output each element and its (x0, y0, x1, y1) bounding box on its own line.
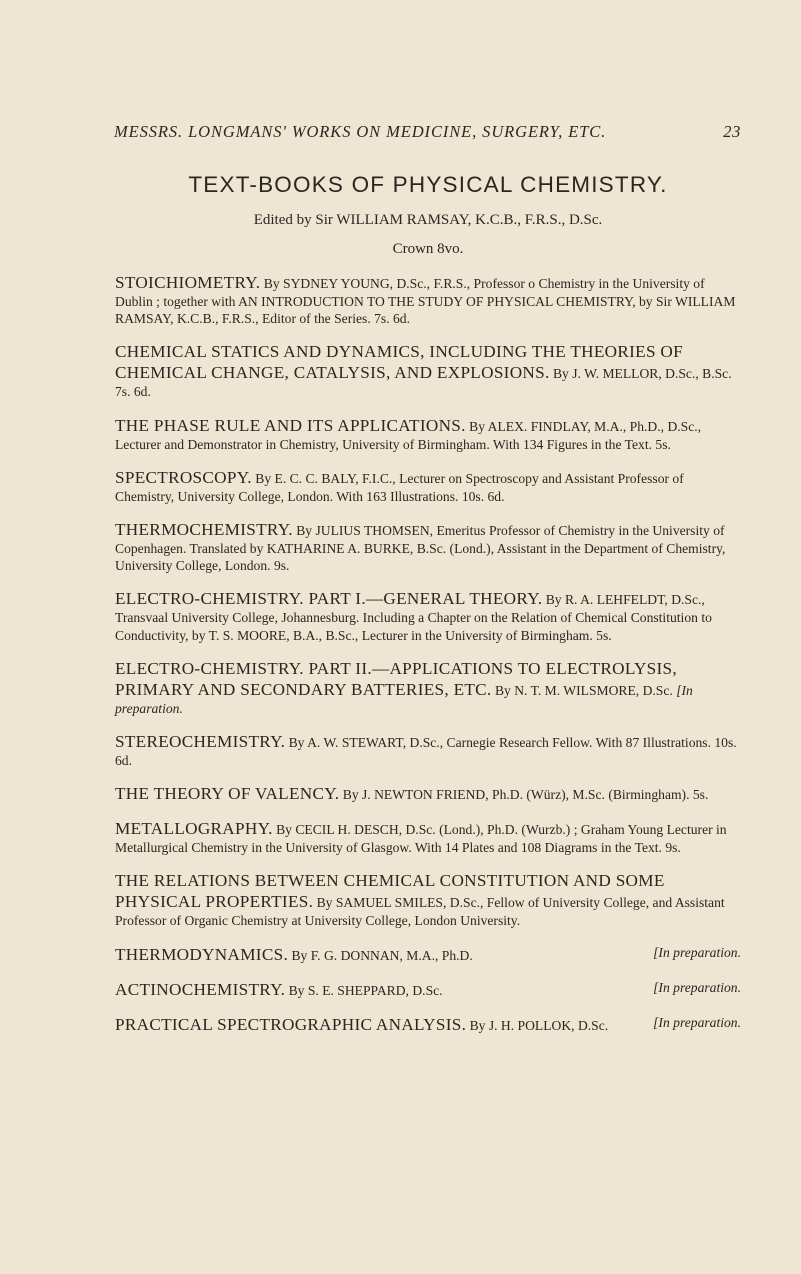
book-entry (115, 588, 741, 643)
book-details: By S. E. SHEPPARD, D.Sc. (288, 982, 443, 998)
book-title: STOICHIOMETRY. (115, 273, 261, 292)
book-list (115, 272, 741, 1035)
book-title: ACTINOCHEMISTRY. (115, 979, 286, 999)
book-details: By CECIL H. DESCH, D.Sc. (Lond.), Ph.D. (Wurzb.) ; Graham Young Lecturer in Metallurgical Chemistry in the University of Glasgow. With 14 Plates and 108 Diagrams in the Text. 9s. (115, 822, 727, 856)
book-entry (115, 979, 741, 1000)
book-entry (115, 658, 741, 717)
book-entry (115, 519, 741, 574)
book-entry (115, 467, 741, 505)
book-entry (115, 415, 741, 453)
book-details: By J. H. POLLOK, D.Sc. (469, 1017, 609, 1033)
book-details: By J. NEWTON FRIEND, Ph.D. (Würz), M.Sc. (Birmingham). 5s. (342, 787, 709, 803)
book-entry (115, 731, 741, 769)
book-details: By E. C. C. BALY, F.I.C., Lecturer on Spectroscopy and Assistant Professor of Chemistry, University College, London. With 163 Illustrations. 10s. 6d. (115, 470, 684, 504)
book-details: By SAMUEL SMILES, D.Sc., Fellow of University College, and Assistant Professor of Organic Chemistry at University College, London University. (115, 895, 725, 929)
running-head-title: MESSRS. LONGMANS' WORKS ON MEDICINE, SURGERY, ETC. (114, 122, 607, 141)
book-details: By R. A. LEHFELDT, D.Sc., Transvaal University College, Johannesburg. Including a Chapter on the Relation of Chemical Constitution to Conductivity, by T. S. MOORE, B.A., B.Sc., Lecturer in the University of Birmingham. 5s. (115, 592, 712, 643)
book-title: STEREOCHEMISTRY. (115, 732, 286, 752)
book-entry (115, 341, 741, 400)
book-format: Crown 8vo. (392, 241, 464, 257)
running-head (114, 122, 741, 142)
book-entry (115, 272, 741, 327)
book-entry (115, 1014, 741, 1035)
book-entry (115, 818, 741, 856)
book-details: By F. G. DONNAN, M.A., Ph.D. (291, 947, 473, 963)
preparation-note: [In preparation. (115, 682, 693, 716)
book-title: METALLOGRAPHY. (115, 819, 273, 839)
section-title: TEXT-BOOKS OF PHYSICAL CHEMISTRY. (188, 172, 668, 197)
book-details: By J. W. MELLOR, D.Sc., B.Sc. 7s. 6d. (115, 366, 732, 400)
book-title: THERMODYNAMICS. (115, 944, 289, 964)
preparation-note: [In preparation. (653, 1014, 741, 1030)
book-details: By N. T. M. WILSMORE, D.Sc. (494, 682, 673, 698)
book-title: PRACTICAL SPECTROGRAPHIC ANALYSIS. (115, 1014, 467, 1034)
series-editor: Edited by Sir WILLIAM RAMSAY, K.C.B., F.R.S., D.Sc. (253, 212, 603, 228)
page-number: 23 (723, 122, 741, 141)
book-title: ELECTRO-CHEMISTRY. PART II.—APPLICATIONS TO ELECTROLYSIS, PRIMARY AND SECONDARY BATTERIES, ETC. (115, 658, 678, 699)
preparation-note: [In preparation. (653, 944, 741, 960)
book-entry (115, 944, 741, 965)
book-title: SPECTROSCOPY. (115, 467, 252, 487)
book-title: THERMOCHEMISTRY. (115, 520, 293, 540)
book-title: THE PHASE RULE AND ITS APPLICATIONS. (115, 415, 466, 435)
book-details: By SYDNEY YOUNG, D.Sc., F.R.S., Professor o Chemistry in the University of Dublin ; together with AN INTRODUCTION TO THE STUDY OF PHYSICAL CHEMISTRY, by Sir WILLIAM RAMSAY, K.C.B., F.R.S., Editor of the Series. 7s. 6d. (115, 276, 736, 327)
book-title: THE RELATIONS BETWEEN CHEMICAL CONSTITUTION AND SOME PHYSICAL PROPERTIES. (115, 871, 665, 912)
book-details: By ALEX. FINDLAY, M.A., Ph.D., D.Sc., Lecturer and Demonstrator in Chemistry, University of Birmingham. With 134 Figures in the Text. 5s. (115, 418, 702, 452)
book-title: ELECTRO-CHEMISTRY. PART I.—GENERAL THEORY. (115, 589, 543, 609)
book-entry (115, 870, 741, 929)
book-details: By A. W. STEWART, D.Sc., Carnegie Research Fellow. With 87 Illustrations. 10s. 6d. (115, 735, 737, 769)
book-title: THE THEORY OF VALENCY. (115, 784, 340, 804)
book-entry (115, 783, 741, 804)
preparation-note: [In preparation. (653, 979, 741, 995)
book-details: By JULIUS THOMSEN, Emeritus Professor of Chemistry in the University of Copenhagen. Translated by KATHARINE A. BURKE, B.Sc. (Lond.), Assistant in the Department of Chemistry, University College, London. 9s. (115, 523, 726, 574)
book-title: CHEMICAL STATICS AND DYNAMICS, INCLUDING THE THEORIES OF CHEMICAL CHANGE, CATALYSIS, AND EXPLOSIONS. (115, 342, 683, 383)
